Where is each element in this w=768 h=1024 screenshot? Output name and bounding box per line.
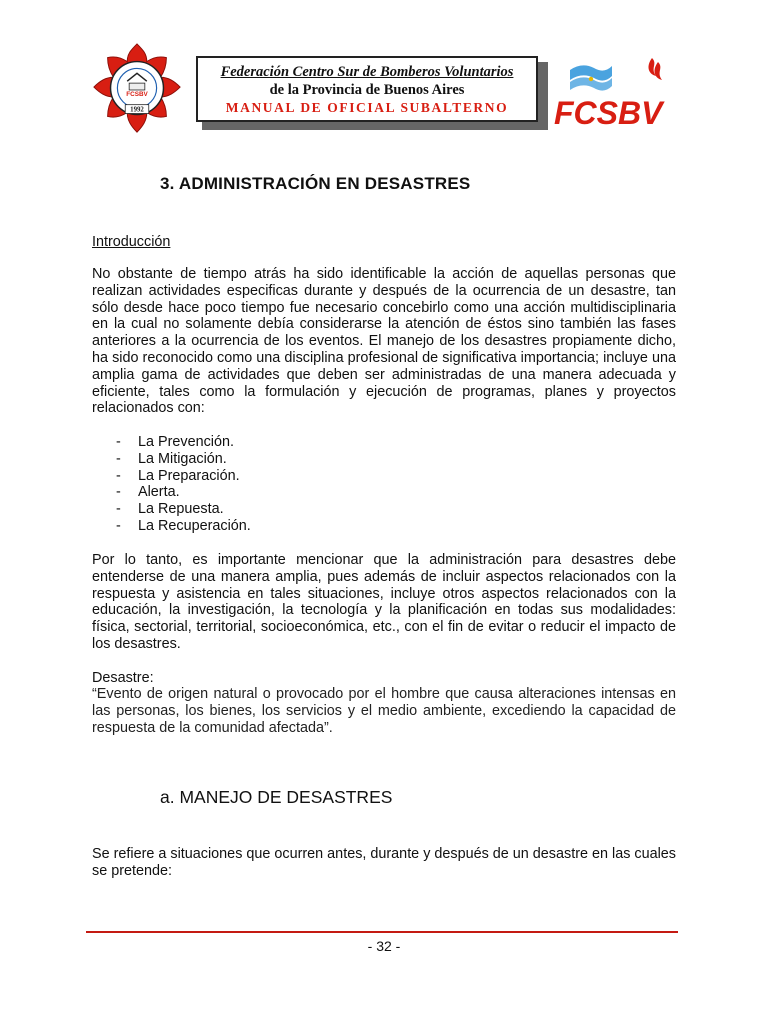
paragraph-administration: Por lo tanto, es importante mencionar que la administración para desastres debe entenderse de una manera amplia, pues además de incluir aspectos relacionados con la respuesta y asistencia en tales situaciones, incluye otros aspectos relacionados con la educación, la investigación, la tecnología y la planificación en todas sus modalidades: física, sectorial, territorial, socioeconómica, etc., con el fin de evitar o reducir el impacto de los desastres. [92,552,676,652]
list-item: - La Recuperación. [116,517,251,534]
logo-acronym: FCSBV [554,95,663,130]
activities-list [116,434,251,535]
header-federation-name: Federación Centro Sur de Bomberos Voluntarios [220,64,514,80]
header-manual-title: MANUAL DE OFICIAL SUBALTERNO [225,100,509,115]
definition-label: Desastre: [92,670,154,686]
subsection-title: a. MANEJO DE DESASTRES [160,787,393,807]
paragraph-intro: No obstante de tiempo atrás ha sido identificable la acción de aquellas personas que realizan actividades especificas durante y después de la ocurrencia de un desastre, tan sólo desde hace poco tiempo fue necesario concebirlo como una acción multidisciplinaria en la cual no solamente debía considerarse la atención de éstos sino también las fases anteriores a la ocurrencia de los eventos. El manejo de los desastres propiamente dicho, ha sido reconocido como una disciplina profesional de significativa importancia; incluye una amplia gama de actividades que deben ser administradas de una manera adecuada y eficiente, tales como la formulación y ejecución de programas, planes y proyectos relacionados con: [92,266,676,417]
intro-label: Introducción [92,234,171,250]
fcsbv-logo-icon [552,54,680,130]
list-item: - La Repuesta. [116,501,224,518]
paragraph-disaster-management: Se refiere a situaciones que ocurren antes, durante y después de un desastre en las cuales se pretende: [92,846,676,879]
page-number: - 32 - [367,938,401,954]
fire-department-emblem-icon [88,40,186,138]
emblem-acronym: FCSBV [126,90,148,98]
definition-text: “Evento de origen natural o provocado por el hombre que causa alteraciones intensas en las personas, los bienes, los servicios y el medio ambiente, excediendo la capacidad de respuesta de la comunidad afectada”. [92,686,676,736]
list-item: - La Prevención. [116,434,234,450]
emblem-year: 1992 [130,106,144,114]
header-box [196,56,538,122]
header-province: de la Provincia de Buenos Aires [269,82,465,98]
list-item: - Alerta. [116,484,180,501]
section-title: 3. ADMINISTRACIÓN EN DESASTRES [160,174,471,193]
footer-divider [86,931,678,933]
list-item: - La Mitigación. [116,450,227,467]
list-item: - La Preparación. [116,467,240,484]
